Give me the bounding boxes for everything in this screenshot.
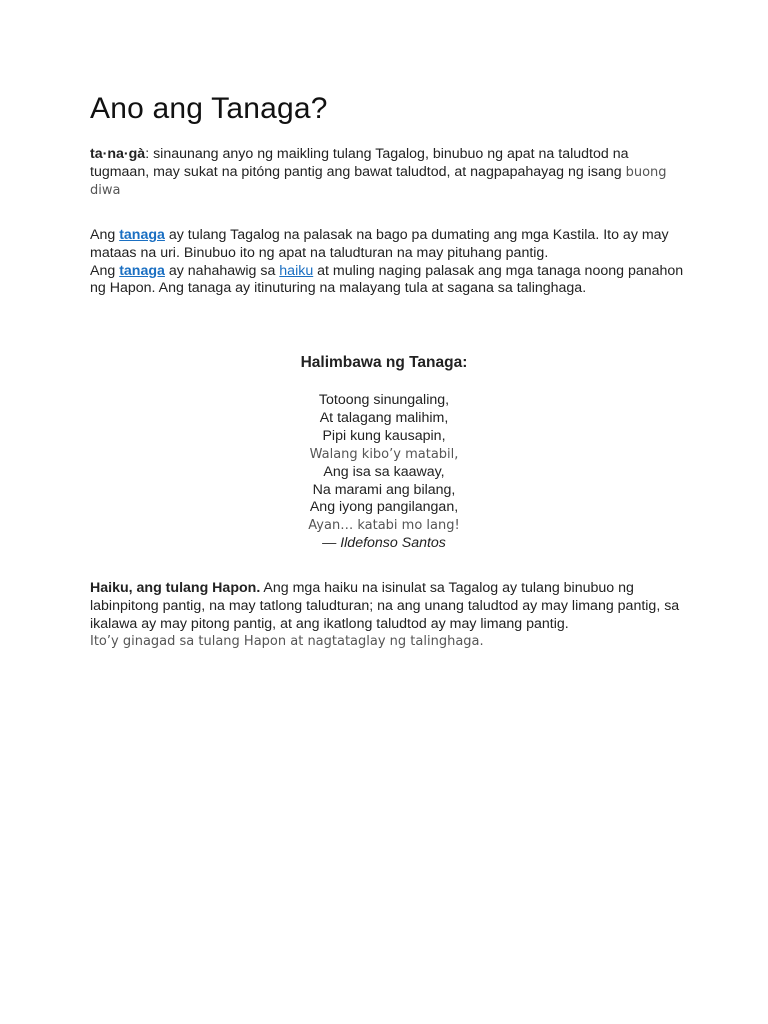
poem-line: Totoong sinungaling, (318, 392, 450, 408)
haiku-link[interactable]: haiku (279, 262, 314, 279)
haiku-text: Ang mga haiku na isinulat sa Tagalog ay tulang binubuo ng labinpitong pantig, na may tatlong taludturan; na ang unang taludtod ay may limang pantig, sa ikalawa ay may pitong pantig, at ang ikatlong taludtod ay may limang pantig. (90, 580, 680, 632)
haiku-text-end: Ito’y ginagad sa tulang Hapon at nagtataglay ng talinghaga. (90, 634, 484, 650)
intro-s2-post: at muling naging palasak ang mga tanaga noong panahon ng Hapon. Ang tanaga ay itinuturing na malayang tula at sagana sa talinghaga. (90, 262, 684, 297)
haiku-paragraph (90, 580, 686, 651)
poem-line: Ayan… katabi mo lang! (308, 518, 460, 534)
haiku-lead: Haiku, ang tulang Hapon. (90, 580, 261, 596)
intro-s2-mid: ay nahahawig sa (164, 262, 280, 279)
poem-line: Walang kibo’y matabil, (309, 446, 459, 462)
intro-paragraph (90, 227, 686, 298)
intro-s1-pre: Ang (90, 227, 120, 243)
poem-line: At talagang malihim, (319, 409, 449, 426)
page-title: Ano ang Tanaga? (90, 92, 328, 125)
definition-paragraph (90, 146, 686, 199)
definition-text-end: buong diwa (90, 164, 667, 198)
poem-line: Ang isa sa kaaway, (323, 463, 445, 480)
example-heading: Halimbawa ng Tanaga: (300, 354, 468, 371)
poem-line: Pipi kung kausapin, (322, 427, 446, 444)
tanaga-poem (90, 392, 678, 553)
intro-s2-pre: Ang (90, 262, 120, 279)
definition-text: : sinaunang anyo ng maikling tulang Tagalog, binubuo ng apat na taludtod na tugmaan, may sukat na pitóng pantig ang bawat taludtod, at nagpapahayag ng isang (90, 146, 629, 180)
poem-line: Na marami ang bilang, (312, 481, 456, 498)
tanaga-link-1[interactable]: tanaga (119, 227, 165, 243)
intro-s1-post: ay tulang Tagalog na palasak na bago pa dumating ang mga Kastila. Ito ay may mataas na uri. Binubuo ito ng apat na taludturan na may pituhang pantig. (90, 227, 669, 261)
tanaga-link-2[interactable]: tanaga (119, 262, 165, 279)
poem-line: Ang iyong pangilangan, (309, 499, 459, 516)
poem-author: — Ildefonso Santos (322, 535, 446, 552)
definition-term: ta·na·gà (90, 146, 146, 162)
